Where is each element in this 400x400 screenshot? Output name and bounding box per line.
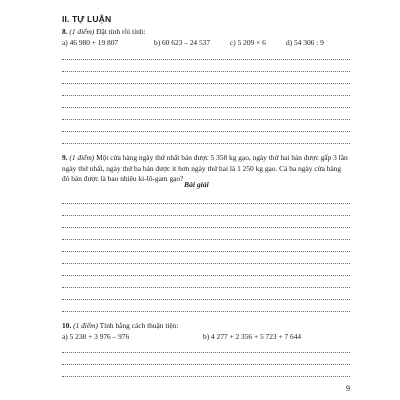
answer-line [62,131,350,132]
answer-line [62,376,350,377]
answer-line [62,263,350,264]
answer-line [62,215,350,216]
answer-line [62,83,350,84]
answer-line [62,227,350,228]
question-8-item-d: d) 54 306 : 9 [286,38,324,47]
question-10-item-b: b) 4 277 + 2 356 + 5 723 + 7 644 [203,332,302,341]
question-8-number: 8. [62,27,68,36]
question-10-number: 10. [62,321,72,330]
question-9-body: Một cửa hàng ngày thứ nhất bán được 5 358 kg gạo, ngày thứ hai bán được gấp 3 lần ngày thứ nhất, ngày thứ ba bán được ít hơn ngày thứ hai là 1 250 kg gạo. Cả ba ngày cửa hàng đó bán được là bao nhiêu ki-lô-gam gạo? [62,153,348,184]
answer-line [62,364,350,365]
answer-line [62,107,350,108]
question-8-item-a: a) 46 980 + 19 807 [62,38,119,47]
question-10-item-a: a) 5 238 + 3 976 – 976 [62,332,130,341]
question-10-prompt: Tính bằng cách thuận tiện: [99,321,179,330]
answer-line [62,143,350,144]
answer-line [62,299,350,300]
question-10-points: (1 điểm) [73,321,98,330]
answer-line [62,203,350,204]
page-number: 9 [346,384,350,393]
answer-line [62,59,350,60]
question-8-points: (1 điểm) [69,27,95,36]
question-8-prompt: Đặt tính rồi tính: [96,27,146,36]
answer-line [62,275,350,276]
question-9-number: 9. [62,153,68,162]
question-8-header [62,27,146,36]
answer-line [62,95,350,96]
answer-line [62,352,350,353]
answer-line [62,287,350,288]
question-10-header [62,321,178,330]
answer-line [62,311,350,312]
solution-label: Bài giải [184,180,209,189]
question-8-item-b: b) 60 623 – 24 537 [154,38,211,47]
answer-line [62,251,350,252]
answer-line [62,71,350,72]
answer-line [62,239,350,240]
question-9-points: (1 điểm) [69,153,95,162]
answer-line [62,119,350,120]
question-8-item-c: c) 5 209 × 6 [230,38,266,47]
section-heading: II. TỰ LUẬN [62,14,112,24]
